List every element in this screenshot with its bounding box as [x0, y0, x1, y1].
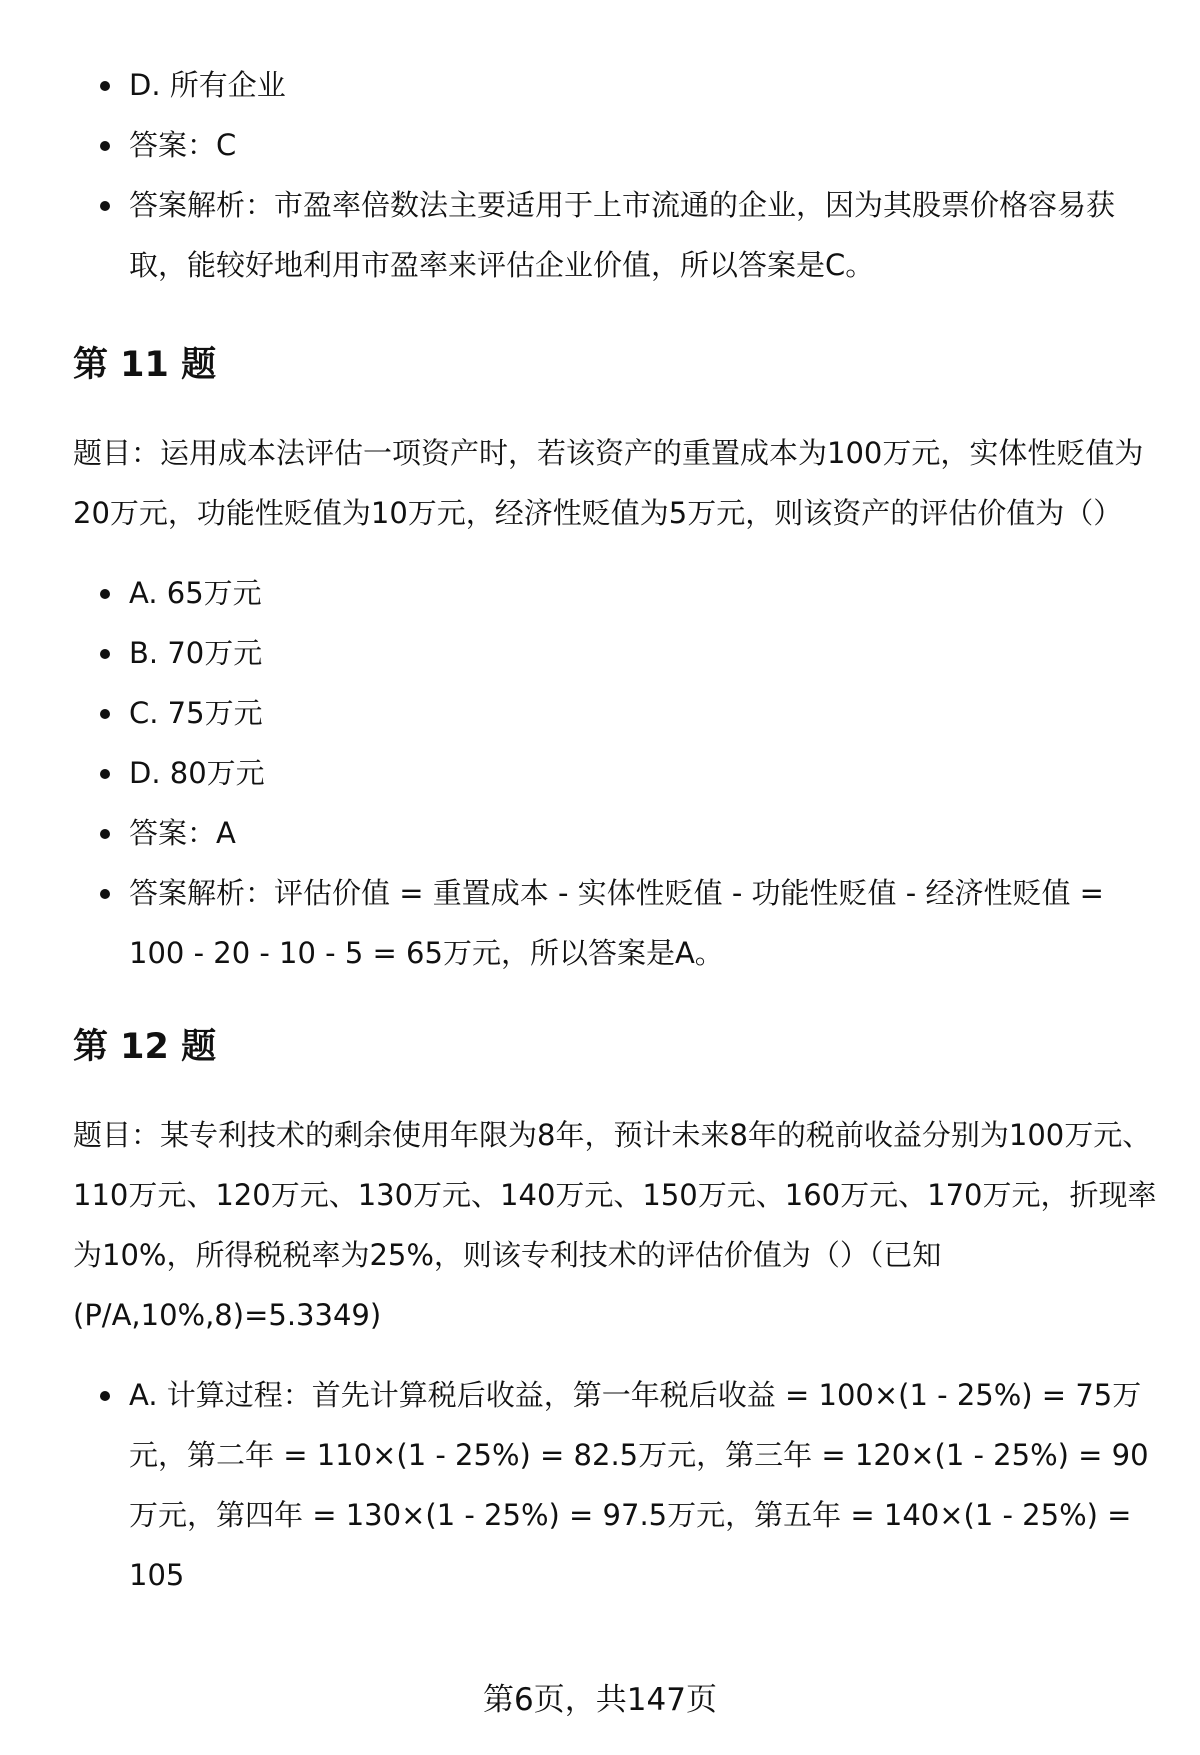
- question-11-options: [73, 563, 1163, 983]
- answer-explanation: 答案解析：市盈率倍数法主要适用于上市流通的企业，因为其股票价格容易获取，能较好地利用市盈率来评估企业价值，所以答案是C。: [73, 175, 1163, 295]
- question-12-stem: 题目：某专利技术的剩余使用年限为8年，预计未来8年的税前收益分别为100万元、110万元、120万元、130万元、140万元、150万元、160万元、170万元，折现率为10%，所得税税率为25%，则该专利技术的评估价值为（）（已知(P/A,10%,8)=5.3349): [73, 1118, 1157, 1332]
- option-d: D. 所有企业: [73, 55, 1163, 115]
- answer: 答案：A: [73, 803, 1163, 863]
- question-11-heading: 第 11 题: [73, 345, 217, 385]
- question-12-options: [73, 1365, 1163, 1605]
- option-a: A. 计算过程：首先计算税后收益，第一年税后收益 = 100×(1 - 25%) = 75万元，第二年 = 110×(1 - 25%) = 82.5万元，第三年 = 120×(1 - 25%) = 90万元，第四年 = 130×(1 - 25%) = 97.5万元，第五年 = 140×(1 - 25%) = 105: [73, 1365, 1163, 1605]
- option-a: A. 65万元: [73, 563, 1163, 623]
- page-footer: 第6页，共147页: [483, 1682, 717, 1718]
- question-12-heading: 第 12 题: [73, 1027, 217, 1067]
- answer-explanation: 答案解析：评估价值 = 重置成本 - 实体性贬值 - 功能性贬值 - 经济性贬值 = 100 - 20 - 10 - 5 = 65万元，所以答案是A。: [73, 863, 1163, 983]
- option-b: B. 70万元: [73, 623, 1163, 683]
- question-11-stem: 题目：运用成本法评估一项资产时，若该资产的重置成本为100万元，实体性贬值为20万元，功能性贬值为10万元，经济性贬值为5万元，则该资产的评估价值为（）: [73, 436, 1144, 530]
- option-c: C. 75万元: [73, 683, 1163, 743]
- document-page: [73, 58, 1163, 1605]
- answer: 答案：C: [73, 115, 1163, 175]
- option-d: D. 80万元: [73, 743, 1163, 803]
- q10-tail-list: [73, 55, 1163, 295]
